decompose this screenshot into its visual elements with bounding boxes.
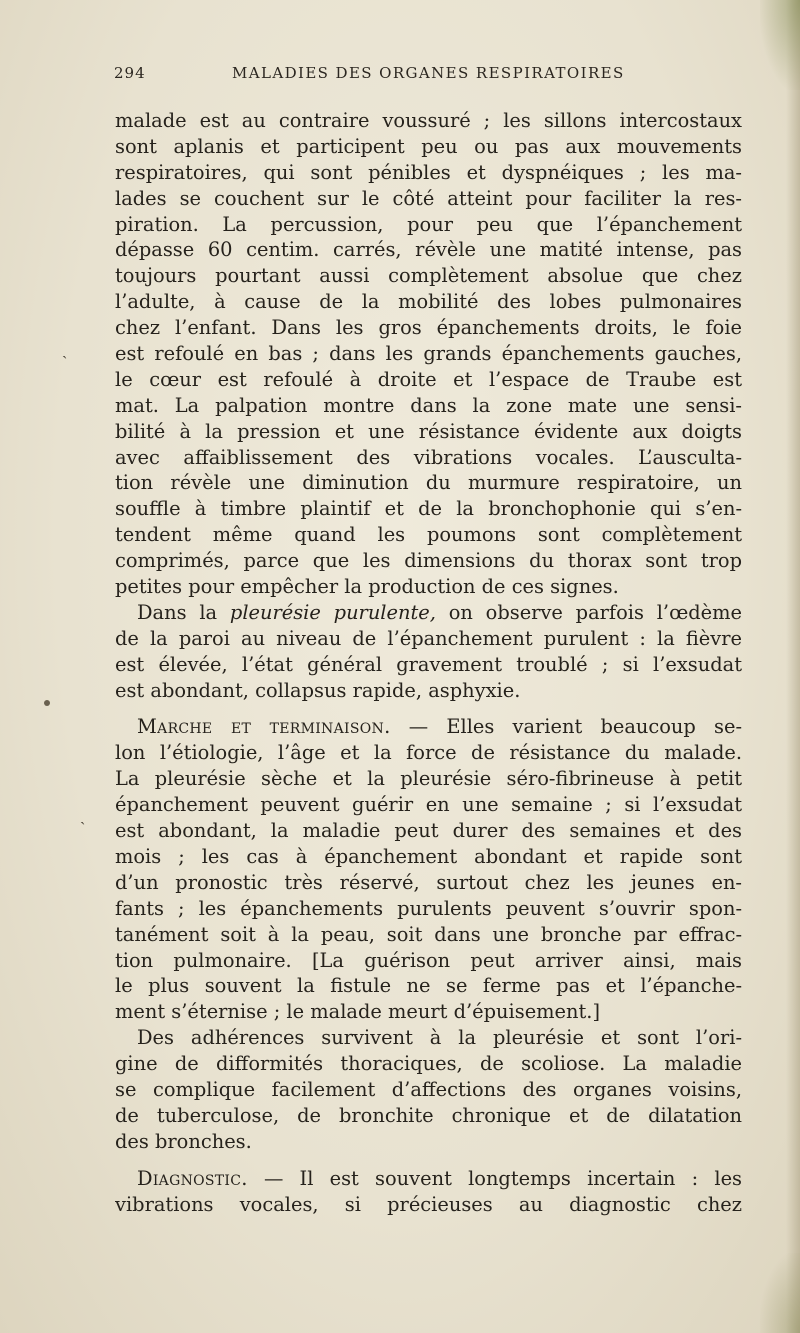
section-heading: Marche et terminaison.	[137, 715, 391, 739]
text-line: épanchement peuvent guérir en une semaine ; si l’exsudat	[115, 793, 742, 817]
margin-dot	[44, 700, 50, 706]
text-line: l’adulte, à cause de la mobilité des lobes pulmonaires	[115, 290, 742, 314]
text-line: des bronches.	[115, 1129, 252, 1153]
text-line: est abondant, la maladie peut durer des semaines et des	[115, 819, 742, 843]
text-line: respiratoires, qui sont pénibles et dyspnéiques ; les ma-	[115, 160, 742, 184]
corner-stain-top	[760, 0, 800, 90]
text-line: piration. La percussion, pour peu que l’épanchement	[115, 212, 742, 236]
margin-mark: ˏ	[62, 340, 68, 359]
running-header	[114, 64, 742, 88]
text-line: fants ; les épanchements purulents peuvent s’ouvrir spon-	[115, 896, 742, 920]
page-number: 294	[114, 64, 146, 82]
text-line: gine de difformités thoraciques, de scoliose. La maladie	[115, 1052, 742, 1076]
page-edge-shadow	[786, 0, 800, 1333]
text-line: d’un pronostic très réservé, surtout chez les jeunes en-	[115, 870, 742, 894]
margin-mark: ˏ	[80, 806, 86, 825]
text-line: petites pour empêcher la production de ces signes.	[115, 575, 619, 599]
text-line: lades se couchent sur le côté atteint pour faciliter la res-	[115, 186, 742, 210]
paragraph-gap	[115, 703, 742, 714]
text-line: toujours pourtant aussi complètement absolue que chez	[115, 264, 742, 288]
text-span: Dans la	[137, 600, 230, 624]
text-line: le cœur est refoulé à droite et l’espace de Traube est	[115, 367, 742, 391]
section-heading: Diagnostic.	[137, 1166, 248, 1190]
text-line: tendent même quand les poumons sont complètement	[115, 523, 742, 547]
running-title: MALADIES DES ORGANES RESPIRATOIRES	[232, 64, 625, 82]
text-line	[115, 714, 742, 740]
text-line: bilité à la pression et une résistance évidente aux doigts	[115, 419, 742, 443]
paragraph-gap	[115, 1155, 742, 1166]
text-line: ment s’éternise ; le malade meurt d’épuisement.]	[115, 1000, 601, 1024]
text-line: mat. La palpation montre dans la zone mate une sensi-	[115, 393, 742, 417]
body-text	[115, 108, 742, 1217]
text-span: on observe parfois l’œdème	[435, 600, 742, 624]
text-line: souffle à timbre plaintif et de la bronchophonie qui s’en-	[115, 497, 742, 521]
text-line	[115, 1166, 742, 1192]
text-line: La pleurésie sèche et la pleurésie séro-fibrineuse à petit	[115, 767, 742, 791]
text-line: le plus souvent la fistule ne se ferme pas et l’épanche-	[115, 974, 742, 998]
italic-term: pleurésie purulente,	[229, 600, 436, 624]
text-span: — Il est souvent longtemps incertain : les	[247, 1166, 742, 1190]
text-line: tion pulmonaire. [La guérison peut arriver ainsi, mais	[115, 948, 742, 972]
text-line: de tuberculose, de bronchite chronique et de dilatation	[115, 1103, 742, 1127]
text-line: tanément soit à la peau, soit dans une bronche par effrac-	[115, 922, 742, 946]
text-line: Des adhérences survivent à la pleurésie et sont l’ori-	[137, 1026, 742, 1050]
text-line: avec affaiblissement des vibrations vocales. L’ausculta-	[115, 445, 742, 469]
text-line: de la paroi au niveau de l’épanchement purulent : la fièvre	[115, 626, 742, 650]
text-line: comprimés, parce que les dimensions du thorax sont trop	[115, 549, 742, 573]
paragraph	[115, 600, 742, 704]
text-line: mois ; les cas à épanchement abondant et rapide sont	[115, 844, 742, 868]
text-line: tion révèle une diminution du murmure respiratoire, un	[115, 471, 742, 495]
paragraph	[115, 714, 742, 1025]
text-line: est refoulé en bas ; dans les grands épanchements gauches,	[115, 342, 742, 366]
text-span: — Elles varient beaucoup se-	[390, 715, 742, 739]
corner-stain-bottom	[760, 1253, 800, 1333]
text-line: lon l’étiologie, l’âge et la force de résistance du malade.	[115, 741, 742, 765]
text-line: malade est au contraire voussuré ; les sillons intercostaux	[115, 109, 742, 132]
paragraph	[115, 1166, 742, 1218]
text-line: est abondant, collapsus rapide, asphyxie.	[115, 678, 521, 702]
text-line: vibrations vocales, si précieuses au diagnostic chez	[115, 1192, 742, 1216]
text-line: se complique facilement d’affections des organes voisins,	[115, 1077, 742, 1101]
text-line: sont aplanis et participent peu ou pas aux mouvements	[115, 134, 742, 158]
text-line: chez l’enfant. Dans les gros épanchements droits, le foie	[115, 316, 742, 340]
paragraph	[115, 108, 742, 600]
text-line: est élevée, l’état général gravement troublé ; si l’exsudat	[115, 652, 742, 676]
paragraph	[115, 1025, 742, 1154]
text-line: dépasse 60 centim. carrés, révèle une matité intense, pas	[115, 238, 742, 262]
text-line	[115, 600, 742, 626]
